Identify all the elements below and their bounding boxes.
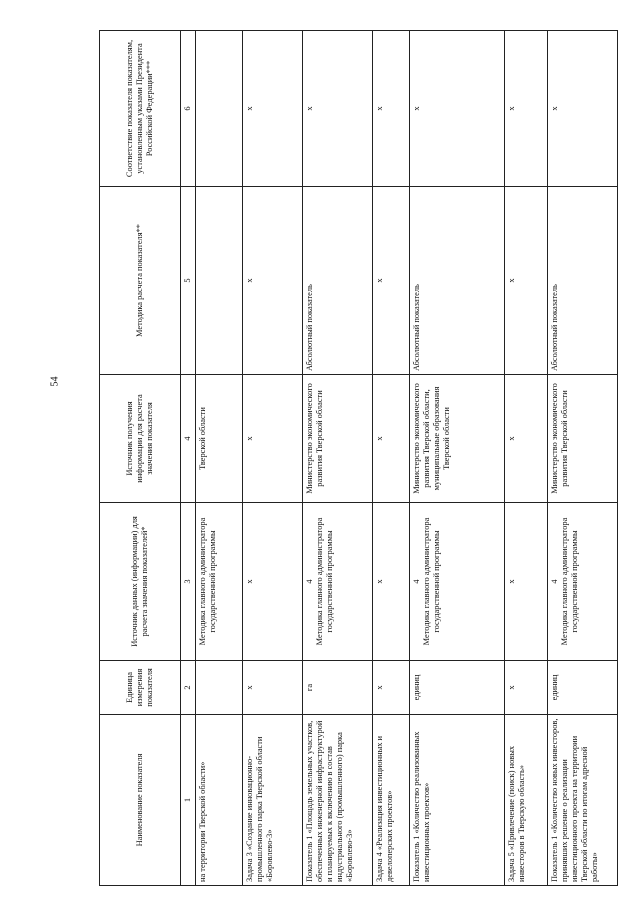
- column-number-cell: 6: [181, 31, 196, 187]
- column-number-row: [181, 31, 196, 886]
- method-cell: х: [242, 187, 302, 375]
- data-source-cell: х: [372, 503, 409, 661]
- column-number-cell: 3: [181, 503, 196, 661]
- table-row: [504, 31, 547, 886]
- data-source-cell: х: [242, 503, 302, 661]
- data-source-cell: х: [504, 503, 547, 661]
- indicator-name-cell: Показатель 1 «Площадь земельных участков, обеспеченных инженерной инфраструктурой и планируемых к включению в состав индустриального (промышленного) парка «Боровлево-3»: [302, 715, 372, 886]
- info-source-cell: Министерство экономического развития Тверской области, муниципальные образования Тверской области: [409, 375, 504, 503]
- info-source-cell: Министерство экономического развития Тверской области: [302, 375, 372, 503]
- column-number-cell: 1: [181, 715, 196, 886]
- indicator-name-cell: Задача 3 «Создание инновационно-промышленного парка Тверской области «Боровлево-3»: [242, 715, 302, 886]
- data-source-cell: 4 Методика главного администратора государственной программы: [302, 503, 372, 661]
- header-cell: Методика расчета показателя**: [100, 187, 181, 375]
- compliance-cell: х: [504, 31, 547, 187]
- compliance-cell: х: [372, 31, 409, 187]
- indicator-name-cell: Задача 5 «Привлечение (поиск) новых инвесторов в Тверскую область»: [504, 715, 547, 886]
- info-source-cell: Тверской области: [195, 375, 242, 503]
- unit-cell: х: [372, 661, 409, 715]
- indicator-name-cell: Показатель 1 «Количество новых инвесторов, принявших решение о реализации инвестиционного проекта на территории Тверской области по итогам адресной работы»: [547, 715, 617, 886]
- header-cell: Единица измерения показателя: [100, 661, 181, 715]
- info-source-cell: х: [504, 375, 547, 503]
- method-cell: Абсолютный показатель: [547, 187, 617, 375]
- method-cell: Абсолютный показатель: [302, 187, 372, 375]
- table-row: [409, 31, 504, 886]
- table-row: [195, 31, 242, 886]
- column-number-cell: 5: [181, 187, 196, 375]
- header-cell: Наименование показателя: [100, 715, 181, 886]
- table-row: [242, 31, 302, 886]
- compliance-cell: х: [302, 31, 372, 187]
- data-source-cell: 4 Методика главного администратора государственной программы: [409, 503, 504, 661]
- data-source-cell: Методика главного администратора государственной программы: [195, 503, 242, 661]
- method-cell: [195, 187, 242, 375]
- method-cell: Абсолютный показатель: [409, 187, 504, 375]
- table-row: [372, 31, 409, 886]
- indicators-table: [99, 30, 618, 886]
- unit-cell: [195, 661, 242, 715]
- unit-cell: единиц: [409, 661, 504, 715]
- compliance-cell: х: [242, 31, 302, 187]
- header-cell: Источник получения информации для расчета значения показателя: [100, 375, 181, 503]
- column-number-cell: 2: [181, 661, 196, 715]
- compliance-cell: [195, 31, 242, 187]
- column-number-cell: 4: [181, 375, 196, 503]
- page-number: 54: [49, 376, 61, 386]
- method-cell: х: [504, 187, 547, 375]
- header-cell: Соответствие показателя показателям, установленным указами Президента Российской Федерации***: [100, 31, 181, 187]
- compliance-cell: х: [547, 31, 617, 187]
- info-source-cell: Министерство экономического развития Тверской области: [547, 375, 617, 503]
- method-cell: х: [372, 187, 409, 375]
- unit-cell: х: [242, 661, 302, 715]
- indicator-name-cell: Показатель 1 «Количество реализованных инвестиционных проектов»: [409, 715, 504, 886]
- data-source-cell: 4 Методика главного администратора государственной программы: [547, 503, 617, 661]
- table-row: [547, 31, 617, 886]
- unit-cell: га: [302, 661, 372, 715]
- table-header-row: [100, 31, 181, 886]
- rotated-table-wrapper: [99, 31, 616, 886]
- indicator-name-cell: Задача 4 «Реализация инвестиционных и девелоперских проектов»: [372, 715, 409, 886]
- table-row: [302, 31, 372, 886]
- info-source-cell: х: [372, 375, 409, 503]
- indicator-name-cell: на территории Тверской области»: [195, 715, 242, 886]
- info-source-cell: х: [242, 375, 302, 503]
- compliance-cell: х: [409, 31, 504, 187]
- unit-cell: х: [504, 661, 547, 715]
- unit-cell: единиц: [547, 661, 617, 715]
- header-cell: Источник данных (информации) для расчета значения показателей*: [100, 503, 181, 661]
